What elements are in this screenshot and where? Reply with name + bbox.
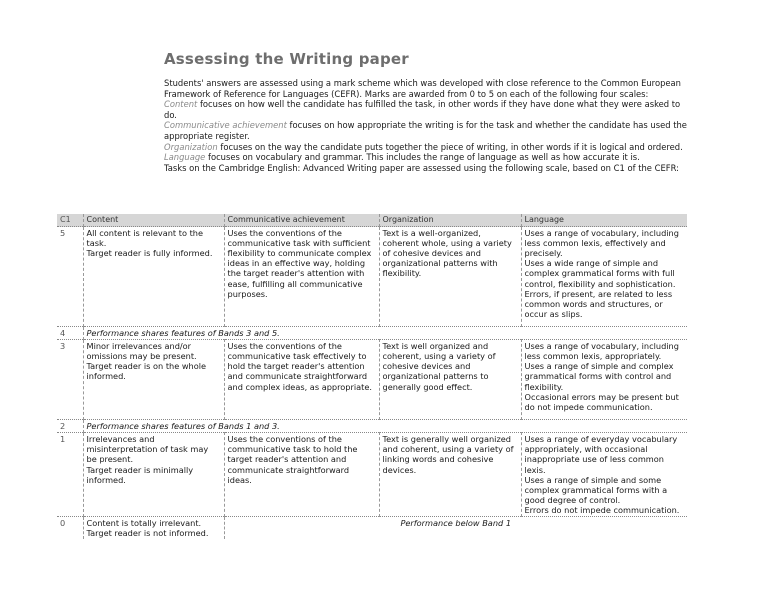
header-level: C1 xyxy=(57,214,83,227)
scale-text: focuses on the way the candidate puts together the piece of writing, in other words if it is logical and ordered. xyxy=(217,141,683,152)
cell-language: Uses a range of everyday vocabulary appropriately, with occasional inappropriate use of less common lexis. Uses a range of simple and some complex grammatical forms with a good degree of control. Errors do not impede communication. xyxy=(521,433,687,517)
header-organization: Organization xyxy=(379,214,521,227)
cell-shared-features: Performance shares features of Bands 1 and 3. xyxy=(83,420,687,433)
table-row-band-2 xyxy=(57,420,687,433)
band-number: 2 xyxy=(57,420,83,433)
table-row-band-1 xyxy=(57,433,687,517)
band-number: 4 xyxy=(57,327,83,340)
table-row-band-5 xyxy=(57,227,687,327)
cell-organization: Text is generally well organized and coherent, using a variety of linking words and cohesive devices. xyxy=(379,433,521,517)
band-number: 0 xyxy=(57,517,83,540)
cell-organization: Text is well organized and coherent, using a variety of cohesive devices and organizational patterns to generally good effect. xyxy=(379,340,521,420)
band-number: 5 xyxy=(57,227,83,327)
cell-language: Uses a range of vocabulary, including less common lexis, effectively and precisely. Uses a wide range of simple and complex grammatical forms with full control, flexibility and sophistication. Errors, if present, are related to less common words and structures, or occur as slips. xyxy=(521,227,687,327)
cell-communicative: Uses the conventions of the communicative task to hold the target reader's attention and communicate straightforward ideas. xyxy=(224,433,379,517)
scale-text: focuses on vocabulary and grammar. This includes the range of language as well as how accurate it is. xyxy=(205,152,640,163)
cell-shared-features: Performance shares features of Bands 3 and 5. xyxy=(83,327,687,340)
intro-paragraph: Students' answers are assessed using a mark scheme which was developed with close reference to the Common European Framework of Reference for Languages (CEFR). Marks are awarded from 0 to 5 on each of the following four scales: xyxy=(164,78,681,99)
table-header-row xyxy=(57,214,687,227)
page-title: Assessing the Writing paper xyxy=(164,50,409,68)
scale-organization-description xyxy=(164,142,694,153)
scale-term: Content xyxy=(164,99,198,110)
assessment-scale-table xyxy=(57,214,687,539)
cell-content: Minor irrelevances and/or omissions may be present. Target reader is on the whole informed. xyxy=(83,340,224,420)
intro-paragraph-tasks: Tasks on the Cambridge English: Advanced Writing paper are assessed using the following scale, based on C1 of the CEFR: xyxy=(164,162,679,173)
cell-content: All content is relevant to the task. Target reader is fully informed. xyxy=(83,227,224,327)
band-number: 3 xyxy=(57,340,83,420)
scale-term: Communicative achievement xyxy=(164,120,287,131)
cell-organization: Text is a well-organized, coherent whole, using a variety of cohesive devices and organizational patterns with flexibility. xyxy=(379,227,521,327)
cell-communicative: Uses the conventions of the communicative task with sufficient flexibility to communicate complex ideas in an effective way, holding the target reader's attention with ease, fulfilling all communicative purposes. xyxy=(224,227,379,327)
table-row-band-4 xyxy=(57,327,687,340)
scale-text: focuses on how appropriate the writing is for the task and whether the candidate has used the appropriate register. xyxy=(164,120,687,141)
scale-text: focuses on how well the candidate has fulfilled the task, in other words if they have done what they were asked to do. xyxy=(164,99,681,120)
scale-term: Language xyxy=(164,152,206,163)
scale-content-description xyxy=(164,99,694,120)
scale-communicative-description xyxy=(164,120,694,141)
band-number: 1 xyxy=(57,433,83,517)
cell-language: Uses a range of vocabulary, including less common lexis, appropriately. Uses a range of simple and complex grammatical forms with control and flexibility. Occasional errors may be present but do not impede communication. xyxy=(521,340,687,420)
header-content: Content xyxy=(83,214,224,227)
header-communicative: Communicative achievement xyxy=(224,214,379,227)
cell-communicative: Uses the conventions of the communicative task effectively to hold the target reader's attention and communicate straightforward and complex ideas, as appropriate. xyxy=(224,340,379,420)
cell-below-band: Performance below Band 1 xyxy=(400,518,512,529)
cell-content: Irrelevances and misinterpretation of task may be present. Target reader is minimally informed. xyxy=(83,433,224,517)
scale-term: Organization xyxy=(164,141,218,152)
intro-text xyxy=(164,78,694,173)
cell-content: Content is totally irrelevant. Target reader is not informed. xyxy=(83,517,224,540)
table-row-band-3 xyxy=(57,340,687,420)
table-row-band-0 xyxy=(57,517,687,540)
header-language: Language xyxy=(521,214,687,227)
scale-language-description xyxy=(164,152,694,163)
